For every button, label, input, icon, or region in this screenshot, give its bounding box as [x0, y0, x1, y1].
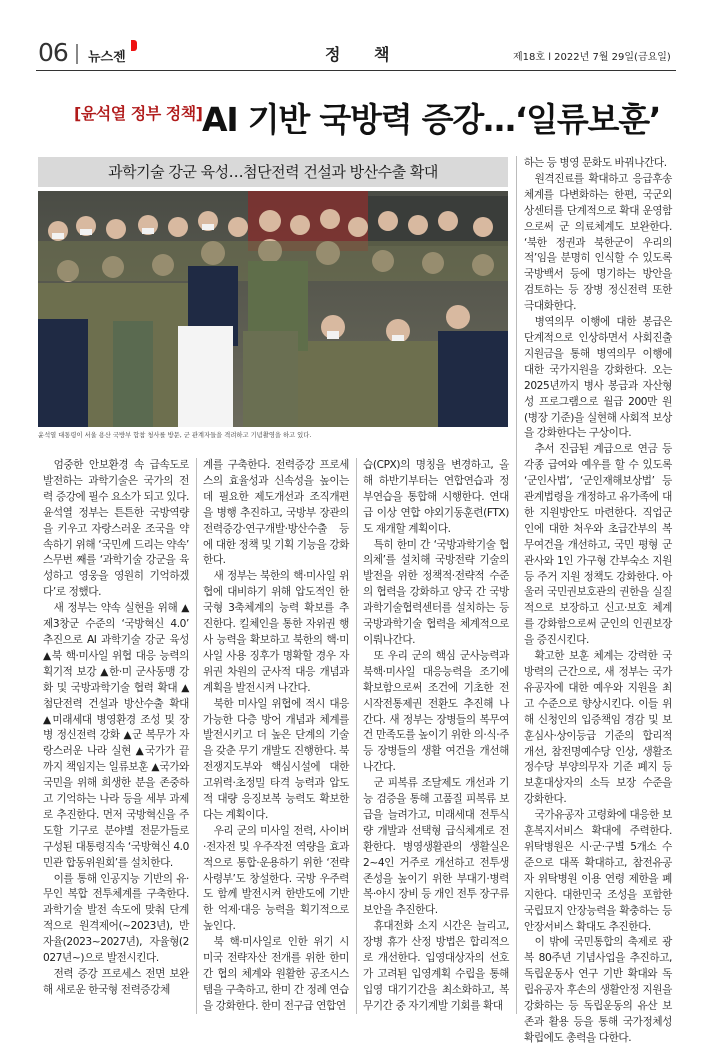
header-rule	[36, 70, 676, 71]
article-column-4	[524, 156, 672, 1044]
article-column-2	[203, 458, 349, 1013]
paragraph: 원격진료를 확대하고 응급후송체계를 다변화하는 한편, 국군외상센터를 단계적으로 확대 운영함으로써 군 의료체계도 보완한다. ‘북한 정권과 북한군이 우리의 적’임을 분명히 인식할 수 있도록 국방백서 등에 명기하는 방안을 검토하는 등 장병 정신전력 또한 극대화한다.	[524, 172, 672, 313]
paragraph: 군 피복류 조달제도 개선과 기능 검증을 통해 고품질 피복류 보급을 늘려가고, 미래세대 전투식량 개발과 선택형 급식체계로 전환한다. 병영생활관의 생활실은 2~4인 거주로 개선하고 전투생존성을 높이기 위한 부대기·병력복·야시 장비 등 개인 전투 장구류 보안을 추진한다.	[363, 777, 509, 917]
header-divider	[76, 44, 78, 64]
article-subtitle: 과학기술 강군 육성…첨단전력 건설과 방산수출 확대	[108, 163, 438, 181]
photo-caption: 윤석열 대통령이 서울 용산 국방부 합참 청사를 방문, 군 관계자들을 격려하고 기념촬영을 하고 있다.	[38, 432, 312, 439]
logo-mark-icon	[131, 40, 137, 51]
column-divider	[196, 458, 197, 1014]
paragraph: 새 정부는 약속 실현을 위해 ▲제3창군 수준의 ‘국방혁신 4.0’ 추진으로 AI 과학기술 강군 육성 ▲북 핵·미사일 위협 대응 능력의 획기적 보강 ▲한·미 군사동맹 강화 및 국방과학기술 협력 확대 ▲첨단전력 건설과 방산수출 확대 ▲미래세대 병영환경 조성 및 장병 정신전력 강화 ▲군 복무가 자랑스러운 나라 실현 ▲국가가 끝까지 책임지는 일류보훈 ▲국가와 국민을 위해 희생한 분을 존중하고 기억하는 나라 등을 세부 과제로 추진한다. 먼저 국방혁신을 주도할 기구로 분야별 전문가들로 구성된 대통령직속 ‘국방혁신 4.0 민관 합동위원회’를 설치한다.	[43, 602, 189, 869]
paragraph: 엄중한 안보환경 속 급속도로 발전하는 과학기술은 국가의 전력 증강에 필수 요소가 되고 있다. 윤석열 정부는 튼튼한 국방역량을 키우고 자랑스러운 조국을 약속하기 위해 ‘국민께 드리는 약속’ 스무번 째를 ‘과학기술 강군을 육성하고 영웅을 영원히 기억하겠다’로 정했다.	[43, 459, 189, 599]
paragraph: 북 핵·미사일로 인한 위기 시 미국 전략자산 전개를 위한 한미 간 협의 체계와 원활한 공조시스템을 구축하고, 한미 간 정례 연습을 강화한다. 한미 전구급 연합연	[203, 936, 349, 1012]
newspaper-logo: 뉴스젠	[88, 50, 126, 65]
group-photo-illustration	[38, 191, 508, 427]
column-divider	[356, 458, 357, 1014]
paragraph: 우리 군의 미사일 전력, 사이버·전자전 및 우주작전 역량을 효과적으로 통합·운용하기 위한 ‘전략사령부’도 창설한다. 국방 우주력도 함께 발전시켜 한반도에 기반한 억제·대응 능력을 획기적으로 높인다.	[203, 824, 349, 933]
paragraph: 하는 등 병영 문화도 바꿔나간다.	[524, 157, 667, 169]
issue-info: 제18호 l 2022년 7월 29일(금요일)	[513, 52, 671, 63]
paragraph: 휴대전화 소지 시간은 늘리고, 장병 휴가 산정 방법은 합리적으로 개선한다. 입영대상자의 선호가 고려된 입영계획 수립을 통해 입영 대기기간을 최소화하고, 복무기간 중 자기계발 기회를 확대	[363, 920, 509, 1012]
paragraph: 북한 미사일 위협에 적시 대응 가능한 다층 방어 개념과 체계를 발전시키고 더 높은 단계의 기술을 갖춘 무기 개발도 진행한다. 북 전쟁지도부와 핵심시설에 대한 고위력·초정밀 타격 능력과 압도적 대량 응징보복 능력도 확보한다는 계획이다.	[203, 697, 349, 821]
paragraph: 국가유공자 고령화에 대응한 보훈복지서비스 확대에 주력한다. 위탁병원은 시·군·구별 5개소 수준으로 대폭 확대하고, 참전유공자 위탁병원 이용 연령 제한을 폐지한다. 대한민국 조성을 포함한 국립묘지 안장능력을 확충하는 등 안장서비스 확대도 추진한다.	[524, 809, 672, 933]
paragraph: 새 정부는 북한의 핵·미사일 위협에 대비하기 위해 압도적인 한국형 3축체계의 능력 확보를 추진한다. 킬체인을 통한 자위권 행사 능력을 확보하고 북한의 핵·미사일 사용 징후가 명확할 경우 자위권 차원의 군사적 대응 개념과 계획을 발전시켜 나간다.	[203, 570, 349, 694]
column-divider	[516, 156, 517, 1014]
paragraph: 확고한 보훈 체계는 강력한 국방력의 근간으로, 새 정부는 국가유공자에 대한 예우와 지원을 최고 수준으로 향상시킨다. 이들 위해 신청인의 입증책임 경감 및 보훈심사·상이등급 기준의 합리적 개선, 참전명예수당 인상, 생활조정수당 부양의무자 기준 폐지 등 보훈대상자의 소득 보장 수준을 강화한다.	[524, 650, 672, 806]
paragraph: 특히 한미 간 ‘국방과학기술 협의체’를 설치해 국방전략 기술의 발전을 위한 정책적·전략적 수준의 협력을 강화하고 양국 간 국방과학기술협력센터를 설치하는 등 국방과학기술 협력을 체계적으로 이뤄나간다.	[363, 538, 509, 646]
article-tag: [윤석열 정부 정책]	[74, 104, 203, 123]
paragraph: 또 우리 군의 핵심 군사능력과 북핵·미사일 대응능력을 조기에 확보함으로써 조건에 기초한 전시작전통제권 전환도 추진해 나간다. 새 정부는 장병들의 복무여건 만족도를 높이기 위한 의·식·주 등 장병들의 생활 여건을 개선해 나간다.	[363, 649, 509, 774]
page-number: 06	[38, 38, 68, 67]
article-column-1	[43, 458, 189, 1013]
article-headline: AI 기반 국방력 증강…‘일류보훈’	[202, 100, 661, 139]
article-column-3	[363, 458, 509, 1013]
paragraph: 이를 통해 인공지능 기반의 유·무인 복합 전투체계를 구축한다. 과학기술 발전 속도에 맞춰 단계적으로 원격제어(~2023년), 반자율(2023~2027년), 자율형(2027년~)으로 발전시킨다.	[43, 872, 189, 965]
group-photo	[38, 191, 508, 427]
paragraph: 계를 구축한다. 전력증강 프로세스의 효율성과 신속성을 높이는 데 필요한 제도개선과 조직개편을 병행 추진하고, 국방부 장관의 전력증강·연구개발·방산수출 등에 대한 정책 및 기획 기능을 강화한다.	[203, 459, 349, 567]
paragraph: 습(CPX)의 명칭을 변경하고, 올해 하반기부터는 연합연습과 정부연습을 통합해 시행한다. 연대급 이상 연합 야외기동훈련(FTX)도 재개할 계획이다.	[363, 459, 509, 535]
section-title: 정 책	[325, 45, 404, 64]
paragraph: 전력 증강 프로세스 전면 보완해 새로운 한국형 전력증강체	[43, 968, 189, 996]
paragraph: 추서 진급된 계급으로 연금 등 각종 급여와 예우를 할 수 있도록 ‘군인사법’, ‘군인재해보상법’ 등 관계법령을 개정하고 유가족에 대한 지원방안도 마련한다. 직업군인에 대한 처우와 초급간부의 복무여건을 개선하고, 국민 평형 군 관사와 1인 가구형 간부숙소 지원 등 주거 지원 정책도 강화한다. 아울러 국민권보호관의 권한을 실질적으로 보장하고 신고·보호 체계를 강화함으로써 군인의 인권보장을 증진시킨다.	[524, 443, 672, 647]
paragraph: 병역의무 이행에 대한 봉급은 단계적으로 인상하면서 사회진출지원금을 통해 병역의무 이행에 대한 국가지원을 강화한다. 오는 2025년까지 병사 봉급과 자산형성 프로그램으로 월급 200만 원(병장 기준)을 실현해 사회적 보상을 강화한다는 구상이다.	[524, 316, 672, 440]
paragraph: 이 밖에 국민통합의 축제로 광복 80주년 기념사업을 추진하고, 독립운동사 연구 기반 확대와 독립유공자 후손의 생활안정 지원을 강화하는 등 독립운동의 유산 보존과 활용 등을 통해 국가정체성 확립에도 총력을 다한다.	[524, 936, 672, 1044]
